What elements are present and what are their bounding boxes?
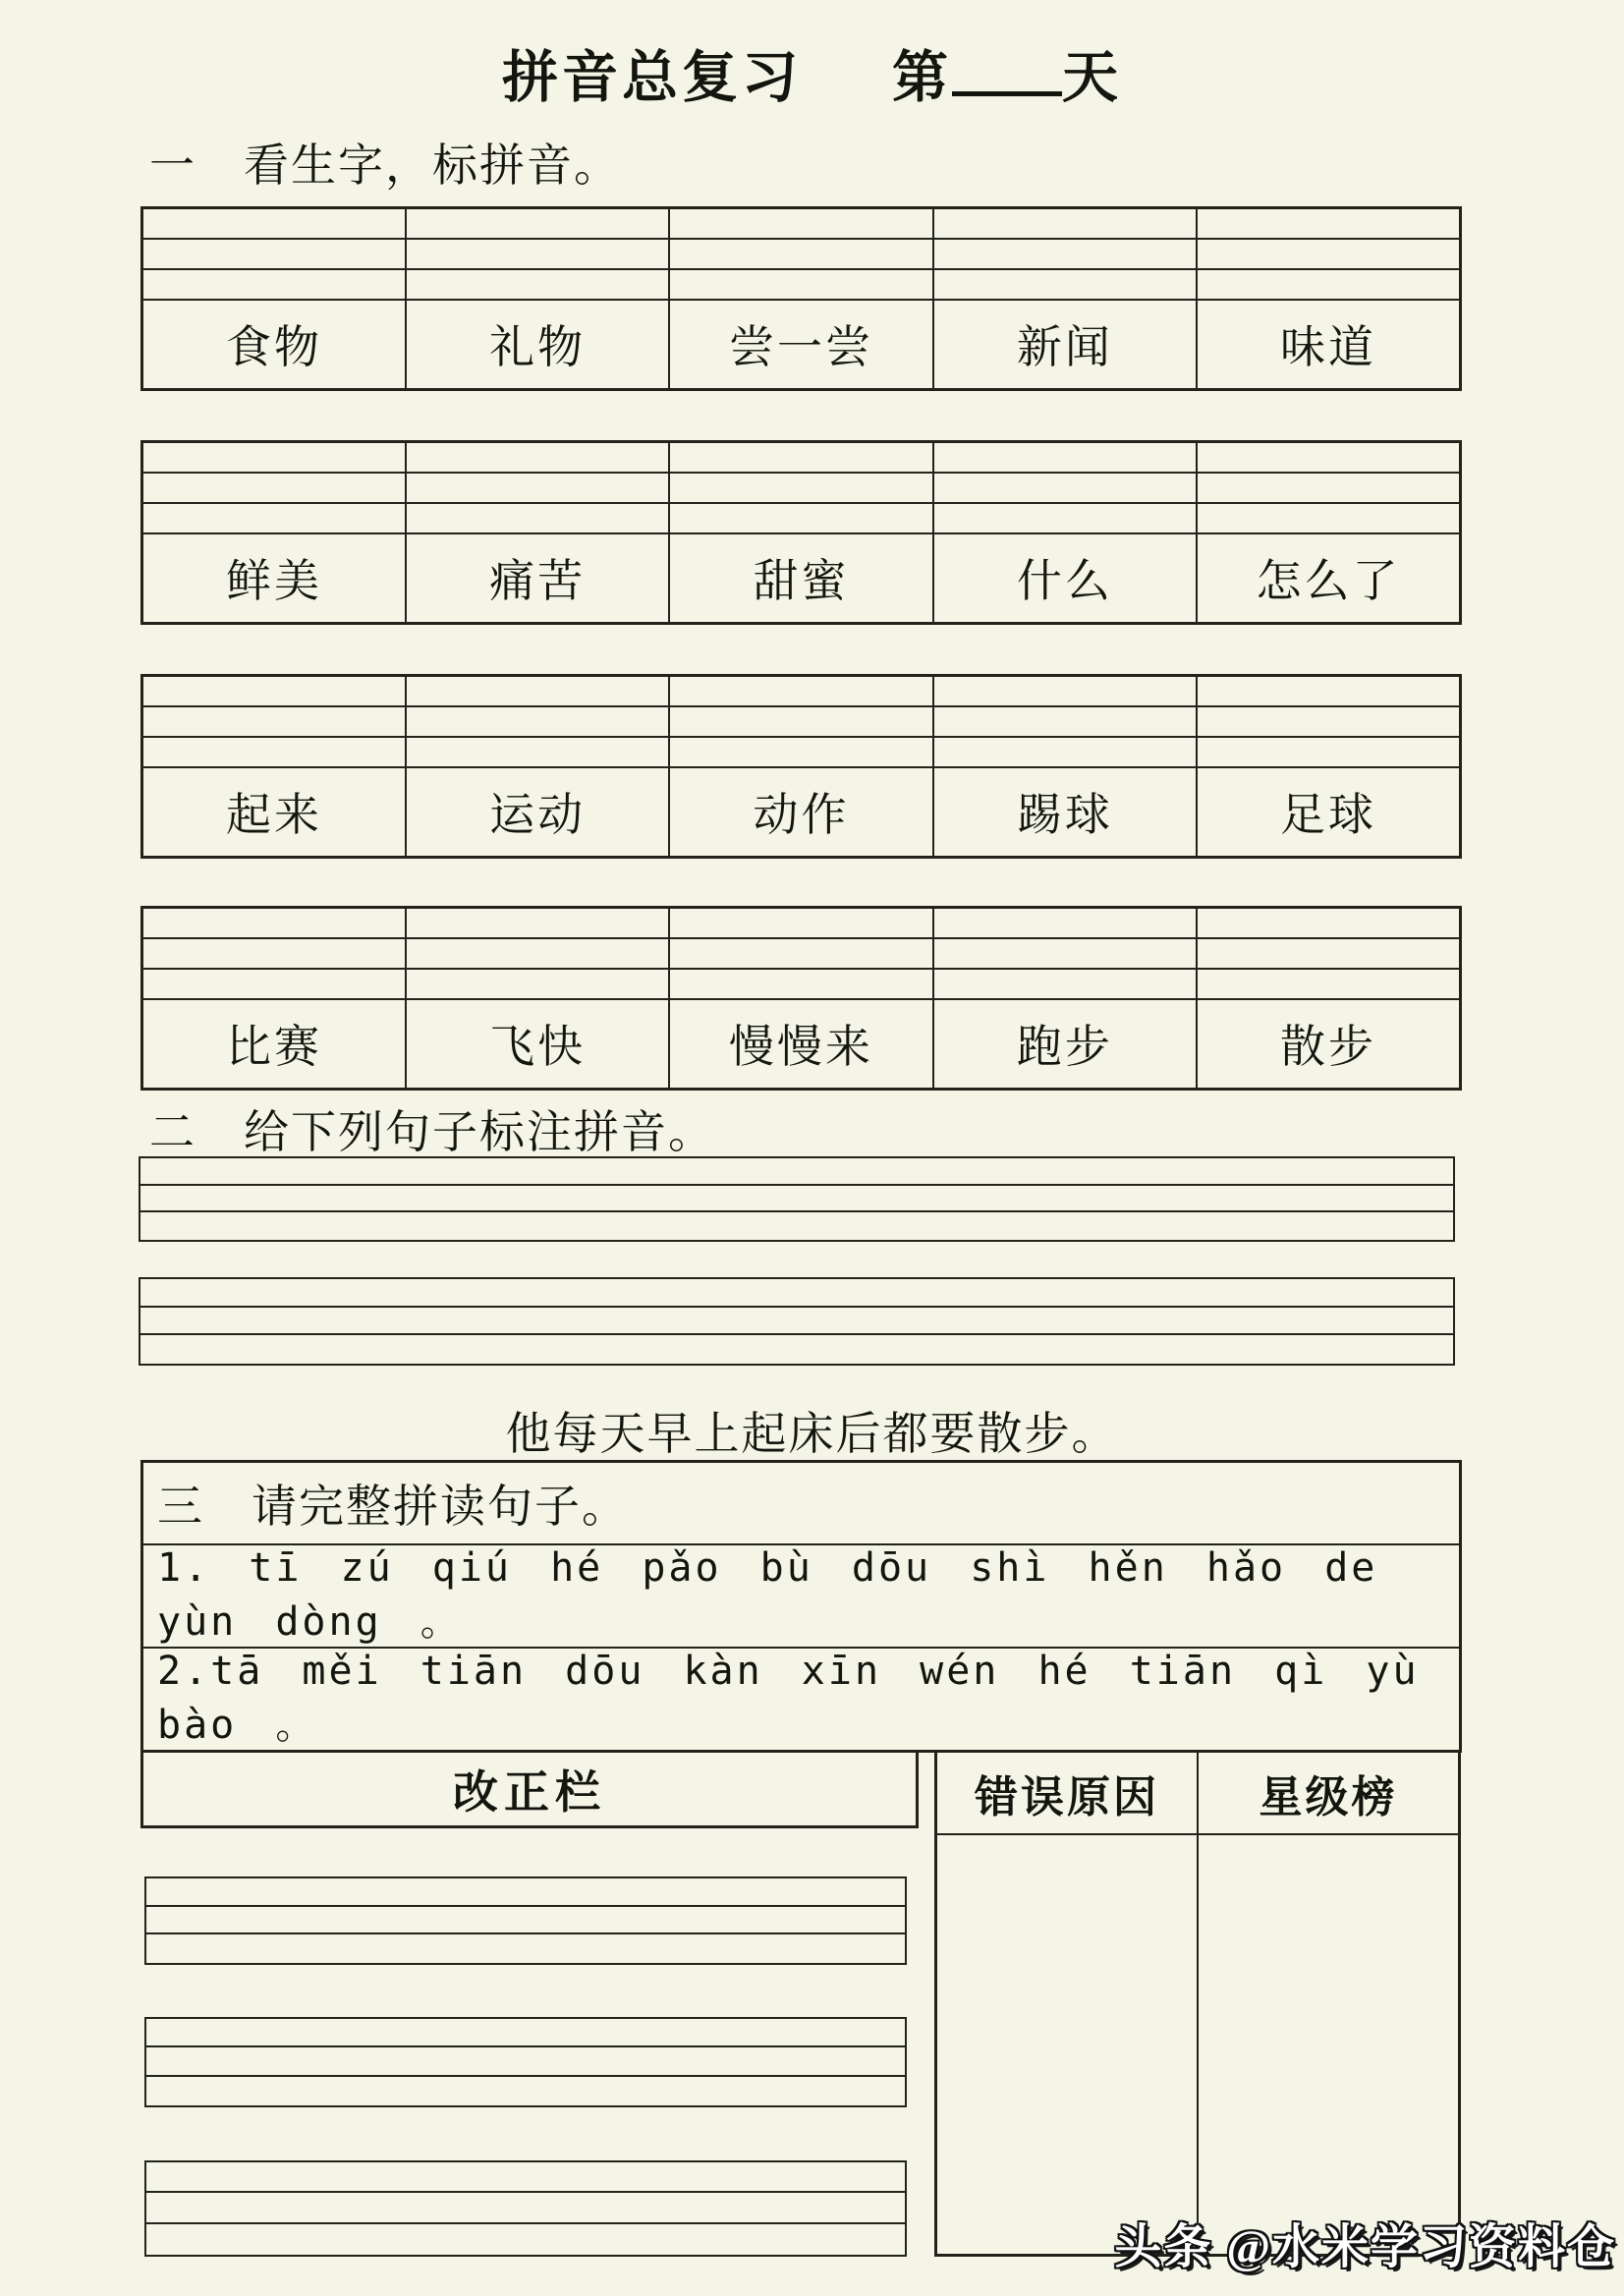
pinyin-write-cell (142, 737, 406, 767)
pinyin-write-cell (933, 908, 1197, 938)
pinyin-write-cell (669, 737, 932, 767)
grid-line-row (146, 1878, 905, 1907)
pinyin-write-cell (142, 239, 406, 269)
pinyin-write-cell (406, 239, 669, 269)
word-table-2 (140, 440, 1462, 625)
correction-writing-grid-1 (144, 1876, 907, 1965)
grid-line-row (140, 1186, 1453, 1213)
word-cell: 什么 (933, 533, 1197, 624)
word-cell: 痛苦 (406, 533, 669, 624)
word-cell: 礼物 (406, 300, 669, 390)
pinyin-write-cell (1197, 908, 1460, 938)
pinyin-write-cell (142, 473, 406, 503)
pinyin-write-cell (933, 208, 1197, 239)
grid-line-row (146, 1907, 905, 1935)
pinyin-write-cell (669, 908, 932, 938)
pinyin-write-cell (1197, 503, 1460, 533)
pinyin-write-cell (669, 938, 932, 969)
word-cell: 新闻 (933, 300, 1197, 390)
pinyin-write-cell (406, 442, 669, 473)
pinyin-write-cell (1197, 208, 1460, 239)
pinyin-write-cell (1197, 676, 1460, 706)
title-day-prefix: 第 (892, 47, 952, 109)
word-cell: 运动 (406, 767, 669, 858)
error-star-table (934, 1750, 1461, 2257)
pinyin-write-cell (1197, 706, 1460, 737)
section1-heading: 一 看生字，标拼音。 (149, 140, 621, 191)
error-reason-cell (936, 1834, 1199, 2256)
correction-column-header (140, 1750, 919, 1828)
pinyin-write-cell (933, 239, 1197, 269)
word-cell: 起来 (142, 767, 406, 858)
pinyin-write-cell (933, 269, 1197, 300)
pinyin-write-cell (1197, 969, 1460, 999)
pinyin-write-cell (142, 442, 406, 473)
pinyin-sentence-1: 1. tī zú qiú hé pǎo bù dōu shì hěn hǎo de yùn dòng 。 (142, 1544, 1461, 1648)
grid-line-row (146, 1934, 905, 1963)
pinyin-sentence-2: 2.tā měi tiān dōu kàn xīn wén hé tiān qì yù bào 。 (142, 1648, 1461, 1752)
pinyin-write-cell (406, 676, 669, 706)
pinyin-write-cell (406, 269, 669, 300)
word-cell: 慢慢来 (669, 999, 932, 1090)
pinyin-write-cell (933, 938, 1197, 969)
word-cell: 足球 (1197, 767, 1460, 858)
grid-line-row (146, 2019, 905, 2047)
pinyin-write-cell (669, 503, 932, 533)
word-cell: 食物 (142, 300, 406, 390)
word-cell: 飞快 (406, 999, 669, 1090)
word-cell: 甜蜜 (669, 533, 932, 624)
pinyin-write-cell (669, 969, 932, 999)
pinyin-write-cell (669, 676, 932, 706)
pinyin-write-cell (406, 938, 669, 969)
section2-heading: 二 给下列句子标注拼音。 (149, 1107, 715, 1157)
pinyin-write-cell (669, 442, 932, 473)
word-cell: 踢球 (933, 767, 1197, 858)
grid-line-row (146, 2162, 905, 2193)
correction-label: 改正栏 (453, 1767, 606, 1818)
pinyin-write-cell (142, 503, 406, 533)
word-cell: 动作 (669, 767, 932, 858)
pinyin-write-cell (1197, 473, 1460, 503)
page-title (0, 43, 1624, 114)
pinyin-write-cell (142, 969, 406, 999)
pinyin-write-cell (933, 442, 1197, 473)
correction-writing-grid-2 (144, 2017, 907, 2107)
pinyin-write-cell (933, 737, 1197, 767)
pinyin-write-cell (406, 969, 669, 999)
grid-line-row (146, 2047, 905, 2076)
pinyin-write-cell (406, 706, 669, 737)
pinyin-write-cell (142, 706, 406, 737)
pinyin-write-cell (669, 239, 932, 269)
pinyin-write-cell (669, 269, 932, 300)
target-sentence: 他每天早上起床后都要散步。 (505, 1409, 1119, 1459)
pinyin-write-cell (142, 908, 406, 938)
star-rank-header: 星级榜 (1198, 1752, 1460, 1834)
pinyin-write-cell (1197, 239, 1460, 269)
grid-line-row (140, 1335, 1453, 1364)
pinyin-write-cell (933, 503, 1197, 533)
star-rank-cell (1198, 1834, 1460, 2256)
word-cell: 鲜美 (142, 533, 406, 624)
word-cell: 尝一尝 (669, 300, 932, 390)
word-cell: 怎么了 (1197, 533, 1460, 624)
pinyin-write-cell (406, 908, 669, 938)
grid-line-row (140, 1308, 1453, 1336)
pinyin-write-cell (1197, 442, 1460, 473)
pinyin-write-cell (933, 969, 1197, 999)
title-day-suffix: 天 (1062, 47, 1122, 109)
grid-line-row (140, 1158, 1453, 1186)
day-blank-underline (952, 45, 1062, 96)
watermark: 头条 @水米学习资料仓 (1114, 2221, 1616, 2273)
pinyin-write-cell (933, 676, 1197, 706)
pinyin-write-cell (142, 938, 406, 969)
pinyin-write-cell (142, 676, 406, 706)
pinyin-write-cell (669, 208, 932, 239)
word-cell: 跑步 (933, 999, 1197, 1090)
word-table-1 (140, 206, 1462, 391)
pinyin-write-cell (1197, 938, 1460, 969)
pinyin-write-cell (406, 503, 669, 533)
pinyin-writing-grid-1 (139, 1156, 1455, 1242)
error-reason-header: 错误原因 (936, 1752, 1199, 1834)
pinyin-write-cell (669, 473, 932, 503)
grid-line-row (140, 1279, 1453, 1308)
pinyin-write-cell (933, 473, 1197, 503)
word-cell: 散步 (1197, 999, 1460, 1090)
word-table-3 (140, 674, 1462, 859)
pinyin-write-cell (406, 473, 669, 503)
grid-line-row (146, 2077, 905, 2105)
pinyin-write-cell (406, 737, 669, 767)
pinyin-write-cell (1197, 737, 1460, 767)
pinyin-write-cell (406, 208, 669, 239)
pinyin-write-cell (1197, 269, 1460, 300)
title-main: 拼音总复习 (502, 47, 802, 109)
word-cell: 比赛 (142, 999, 406, 1090)
pinyin-writing-grid-2 (139, 1277, 1455, 1366)
grid-line-row (140, 1212, 1453, 1240)
section3-heading: 三 请完整拼读句子。 (142, 1462, 1461, 1544)
pinyin-write-cell (142, 208, 406, 239)
pinyin-write-cell (142, 269, 406, 300)
correction-writing-grid-3 (144, 2160, 907, 2257)
grid-line-row (146, 2224, 905, 2255)
pinyin-write-cell (933, 706, 1197, 737)
section3-table (140, 1460, 1462, 1753)
word-table-4 (140, 906, 1462, 1091)
word-cell: 味道 (1197, 300, 1460, 390)
grid-line-row (146, 2193, 905, 2223)
pinyin-write-cell (669, 706, 932, 737)
